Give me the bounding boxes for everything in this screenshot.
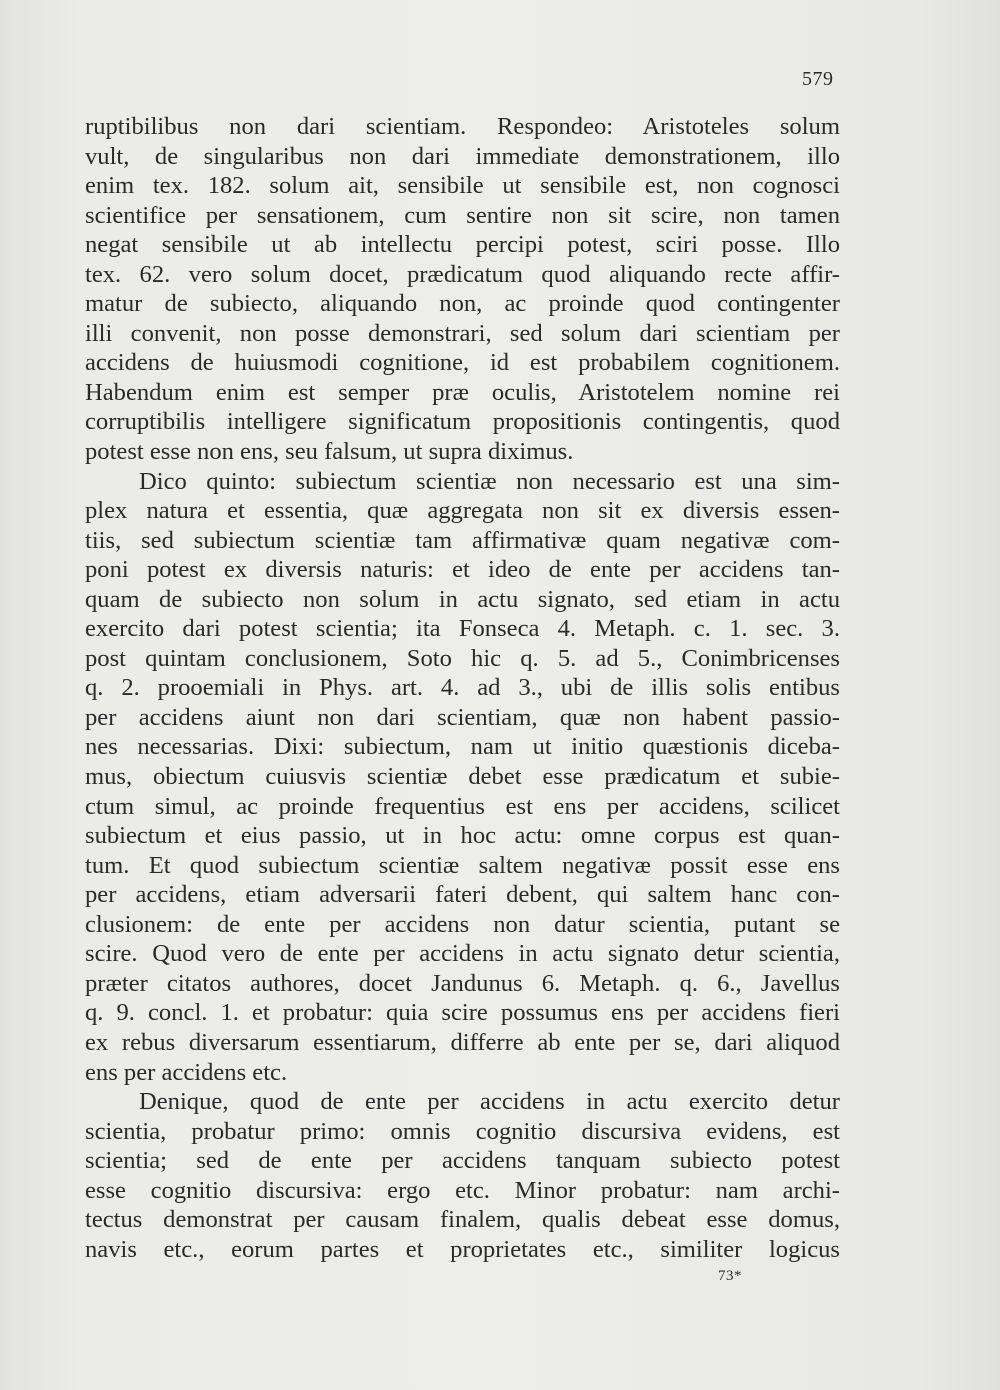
text-line: q. 9. concl. 1. et probatur: quia scire possumus ens per accidens fieri xyxy=(85,999,840,1027)
text-line: poni potest ex diversis naturis: et ideo de ente per accidens tan- xyxy=(85,556,840,584)
text-line: tiis, sed subiectum scientiæ tam affirmativæ quam negativæ com- xyxy=(85,526,840,554)
text-line: per accidens aiunt non dari scientiam, quæ non habent passio- xyxy=(85,703,840,731)
text-line: Habendum enim est semper præ oculis, Aristotelem nomine rei xyxy=(85,378,840,406)
text-line: ex rebus diversarum essentiarum, differre ab ente per se, dari aliquod xyxy=(85,1028,840,1056)
text-line: corruptibilis intelligere significatum propositionis contingentis, quod xyxy=(85,408,840,436)
text-line: quam de subiecto non solum in actu signato, sed etiam in actu xyxy=(85,585,840,613)
text-line: potest esse non ens, seu falsum, ut supra diximus. xyxy=(85,438,574,466)
text-line: scientifice per sensationem, cum sentire non sit scire, non tamen xyxy=(85,201,840,229)
text-line: nes necessarias. Dixi: subiectum, nam ut initio quæstionis diceba- xyxy=(85,733,840,761)
text-line: enim tex. 182. solum ait, sensibile ut sensibile est, non cognosci xyxy=(85,172,840,200)
text-line: illi convenit, non posse demonstrari, sed solum dari scientiam per xyxy=(85,319,840,347)
text-line: clusionem: de ente per accidens non datur scientia, putant se xyxy=(85,910,840,938)
text-line: accidens de huiusmodi cognitione, id est probabilem cognitionem. xyxy=(85,349,840,377)
text-line: tex. 62. vero solum docet, prædicatum quod aliquando recte affir- xyxy=(85,260,840,288)
text-line: Denique, quod de ente per accidens in actu exercito detur xyxy=(139,1088,840,1116)
text-line: matur de subiecto, aliquando non, ac proinde quod contingenter xyxy=(85,290,840,318)
signature-mark: 73* xyxy=(718,1268,742,1284)
text-line: navis etc., eorum partes et proprietates etc., similiter logicus xyxy=(85,1235,840,1263)
text-line: scientia; sed de ente per accidens tanquam subiecto potest xyxy=(85,1147,840,1175)
page-number: 579 xyxy=(802,68,834,90)
text-line: ctum simul, ac proinde frequentius est ens per accidens, scilicet xyxy=(85,792,840,820)
text-line: tectus demonstrat per causam finalem, qualis debeat esse domus, xyxy=(85,1206,840,1234)
text-line: ruptibilibus non dari scientiam. Respondeo: Aristoteles solum xyxy=(85,113,840,140)
text-line: per accidens, etiam adversarii fateri debent, qui saltem hanc con- xyxy=(85,881,840,909)
text-line: Dico quinto: subiectum scientiæ non necessario est una sim- xyxy=(139,467,840,495)
text-line: post quintam conclusionem, Soto hic q. 5. ad 5., Conimbricenses xyxy=(85,644,840,672)
text-line: esse cognitio discursiva: ergo etc. Minor probatur: nam archi- xyxy=(85,1176,840,1204)
text-line: scire. Quod vero de ente per accidens in actu signato detur scientia, xyxy=(85,940,840,968)
body-text xyxy=(85,112,840,1264)
text-line: mus, obiectum cuiusvis scientiæ debet esse prædicatum et subie- xyxy=(85,763,840,791)
paragraph-3 xyxy=(85,1087,840,1264)
text-line: exercito dari potest scientia; ita Fonseca 4. Metaph. c. 1. sec. 3. xyxy=(85,615,840,643)
text-line: scientia, probatur primo: omnis cognitio discursiva evidens, est xyxy=(85,1117,840,1145)
text-line: plex natura et essentia, quæ aggregata non sit ex diversis essen- xyxy=(85,497,840,525)
text-line: vult, de singularibus non dari immediate demonstrationem, illo xyxy=(85,142,840,170)
text-line: negat sensibile ut ab intellectu percipi potest, sciri posse. Illo xyxy=(85,231,840,259)
text-line: ens per accidens etc. xyxy=(85,1058,288,1086)
paragraph-2 xyxy=(85,467,840,1087)
text-line: tum. Et quod subiectum scientiæ saltem negativæ possit esse ens xyxy=(85,851,840,879)
text-line: subiectum et eius passio, ut in hoc actu: omne corpus est quan- xyxy=(85,822,840,850)
text-line: præter citatos authores, docet Jandunus 6. Metaph. q. 6., Javellus xyxy=(85,969,840,997)
text-line: q. 2. prooemiali in Phys. art. 4. ad 3., ubi de illis solis entibus xyxy=(85,674,840,702)
paragraph-1 xyxy=(85,112,840,467)
